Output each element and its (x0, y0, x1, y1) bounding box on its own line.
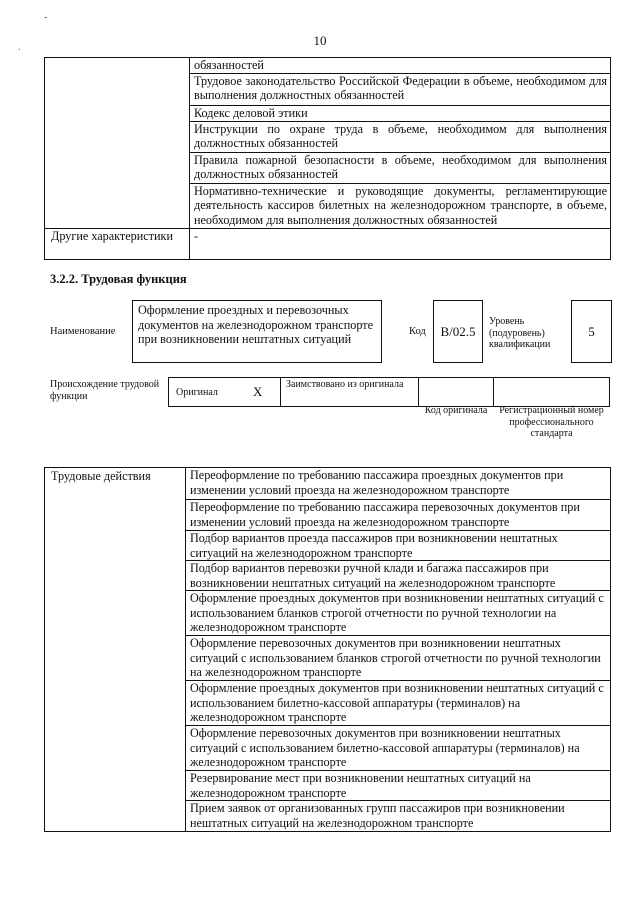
list-item: Оформление перевозочных документов при возникновении нештатных ситуаций с использованием билетно-кассовой аппаратуры (терминалов) на железнодорожном транспорте (186, 726, 611, 771)
origin-label: Происхождение трудовой функции (50, 379, 160, 402)
list-item: Переоформление по требованию пассажира проездных документов при изменении условий проезда на железнодорожном транспорте (186, 468, 611, 500)
table-cell: Правила пожарной безопасности в объеме, необходимом для выполнения должностных обязанностей (190, 152, 611, 183)
origin-original-cell (168, 377, 281, 407)
list-item: Подбор вариантов проезда пассажиров при возникновении нештатных ситуаций на железнодорожном транспорте (186, 531, 611, 561)
list-item: Оформление проездных документов при возникновении нештатных ситуаций с использованием билетно-кассовой аппаратуры (терминалов) на железнодорожном транспорте (186, 681, 611, 726)
table-cell: обязанностей (190, 58, 611, 74)
labor-actions-label: Трудовые действия (45, 468, 186, 832)
table-cell-left (45, 58, 190, 229)
other-characteristics-label: Другие характеристики (45, 228, 190, 259)
section-heading: 3.2.2. Трудовая функция (50, 272, 187, 286)
list-item: Оформление перевозочных документов при возникновении нештатных ситуаций с использованием бланков строгой отчетности по ручной технологии на железнодорожном транспорте (186, 636, 611, 681)
list-item: Резервирование мест при возникновении нештатных ситуаций на железнодорожном транспорте (186, 771, 611, 801)
other-characteristics-value: - (190, 228, 611, 259)
table-cell: Нормативно-технические и руководящие документы, регламентирующие деятельность кассиров билетных на железнодорожном транспорте, в объеме, необходимом для выполнения должностных обязанностей (190, 183, 611, 228)
registration-number-caption: Регистрационный номер профессионального стандарта (499, 405, 604, 439)
level-value-box: 5 (571, 300, 612, 363)
table-cell: Инструкции по охране труда в объеме, необходимом для выполнения должностных обязанностей (190, 121, 611, 152)
knowledge-table (44, 57, 611, 260)
original-label: Оригинал (176, 387, 218, 398)
table-row (45, 228, 611, 259)
scan-mark: . (18, 42, 21, 53)
list-item: Прием заявок от организованных групп пассажиров при возникновении нештатных ситуаций на железнодорожном транспорте (186, 801, 611, 832)
labor-actions-table (44, 467, 611, 832)
table-cell: Кодекс деловой этики (190, 105, 611, 121)
name-label: Наименование (50, 326, 116, 337)
origin-borrowed-cell (280, 377, 419, 407)
code-original-caption: Код оригинала (424, 405, 488, 416)
function-name-box: Оформление проездных и перевозочных документов на железнодорожном транспорте при возникновении нештатных ситуаций (132, 300, 382, 363)
origin-code-cell (418, 377, 494, 407)
table-cell: Трудовое законодательство Российской Федерации в объеме, необходимом для выполнения должностных обязанностей (190, 73, 611, 105)
level-label: Уровень (подуровень) квалификации (489, 316, 551, 350)
original-mark: X (253, 384, 263, 399)
code-value-box: B/02.5 (433, 300, 483, 363)
borrowed-label: Заимствовано из оригинала (286, 379, 404, 390)
list-item: Оформление проездных документов при возникновении нештатных ситуаций с использованием бланков строгой отчетности по ручной технологии на железнодорожном транспорте (186, 591, 611, 636)
scan-mark: - (44, 12, 48, 23)
table-row (45, 468, 611, 500)
list-item: Переоформление по требованию пассажира перевозочных документов при изменении условий проезда на железнодорожном транспорте (186, 500, 611, 531)
origin-reg-cell (493, 377, 610, 407)
code-label: Код (409, 326, 426, 337)
page-number: 10 (313, 33, 327, 48)
list-item: Подбор вариантов перевозки ручной клади и багажа пассажиров при возникновении нештатных ситуаций на железнодорожном транспорте (186, 561, 611, 591)
table-row (45, 58, 611, 74)
